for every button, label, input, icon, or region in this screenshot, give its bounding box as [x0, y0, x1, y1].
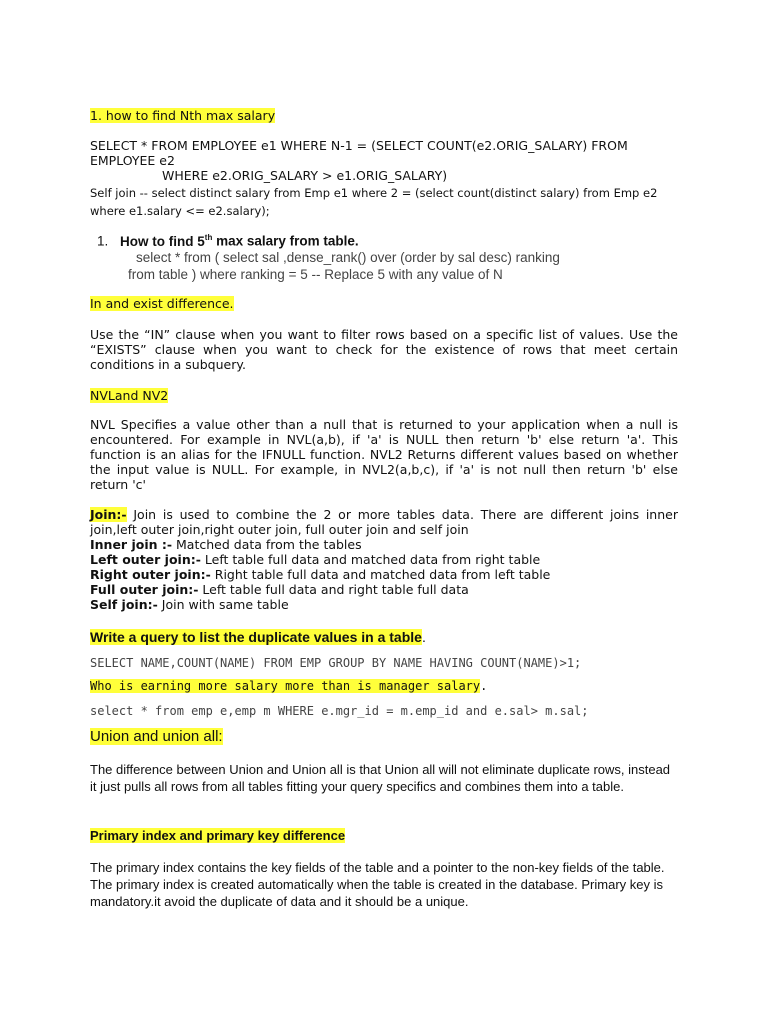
- primary-heading: Primary index and primary key difference: [90, 828, 346, 843]
- fifth-salary-query: [128, 249, 716, 283]
- nth-salary-query: [90, 138, 678, 183]
- manager-salary-query: select * from emp e,emp m WHERE e.mgr_id = m.emp_id and e.sal> m.sal;: [90, 704, 589, 718]
- union-heading: Union and union all:: [90, 728, 223, 745]
- list-number: 1.: [97, 233, 109, 249]
- nvl-heading: NVLand NV2: [90, 388, 169, 403]
- nth-salary-query-line1: SELECT * FROM EMPLOYEE e1 WHERE N-1 = (SELECT COUNT(e2.ORIG_SALARY) FROM EMPLOYEE e2: [90, 138, 628, 168]
- in-exists-body: Use the “IN” clause when you want to filter rows based on a specific list of values. Use the “EXISTS” clause when you want to check for the existence of rows that meet certain conditions in a subquery.: [90, 327, 678, 372]
- nth-salary-query-line2: WHERE e2.ORIG_SALARY > e1.ORIG_SALARY): [162, 168, 448, 183]
- join-item: Right outer join:- Right table full data and matched data from left table: [90, 567, 551, 582]
- nvl-body: NVL Specifies a value other than a null that is returned to your application when a null is encountered. For example in NVL(a,b), if 'a' is NULL then return 'b' else return 'a'. This function is an alias for the IFNULL function. NVL2 Returns different values based on whether the input value is NULL. For example, in NVL2(a,b,c), if 'a' is not null then return 'b' else return 'c': [90, 417, 678, 492]
- primary-body: The primary index contains the key fields of the table and a pointer to the non-key fields of the table. The primary index is created automatically when the table is created in the database. Primary key is mandatory.it avoid the duplicate of data and it should be a unique.: [90, 860, 665, 909]
- join-item: Self join:- Join with same table: [90, 597, 289, 612]
- duplicates-heading: Write a query to list the duplicate values in a table.: [90, 629, 426, 645]
- fifth-salary-heading: 1. How to find 5th max salary from table.: [97, 233, 359, 249]
- fifth-salary-query-line2: from table ) where ranking = 5 -- Replace 5 with any value of N: [128, 267, 503, 282]
- self-join-query: Self join -- select distinct salary from Emp e1 where 2 = (select count(distinct salary) from Emp e2 where e1.salary <= e2.salary);: [90, 186, 658, 218]
- union-body: The difference between Union and Union all is that Union all will not eliminate duplicate rows, instead it just pulls all rows from all tables fitting your query specifics and combines them into a table.: [90, 762, 671, 794]
- joins-section: [90, 507, 678, 612]
- in-exists-heading: In and exist difference.: [90, 296, 234, 311]
- joins-intro: Join:- Join is used to combine the 2 or more tables data. There are different joins inner join,left outer join,right outer join, full outer join and self join: [90, 507, 678, 537]
- join-item: Inner join :- Matched data from the tables: [90, 537, 362, 552]
- duplicates-query: SELECT NAME,COUNT(NAME) FROM EMP GROUP BY NAME HAVING COUNT(NAME)>1;: [90, 656, 582, 670]
- nth-salary-heading: 1. how to find Nth max salary: [90, 108, 276, 123]
- fifth-salary-query-line1: select * from ( select sal ,dense_rank() over (order by sal desc) ranking: [136, 250, 560, 265]
- manager-salary-heading: Who is earning more salary more than is manager salary.: [90, 679, 488, 693]
- join-item: Left outer join:- Left table full data and matched data from right table: [90, 552, 541, 567]
- join-item: Full outer join:- Left table full data and right table full data: [90, 582, 469, 597]
